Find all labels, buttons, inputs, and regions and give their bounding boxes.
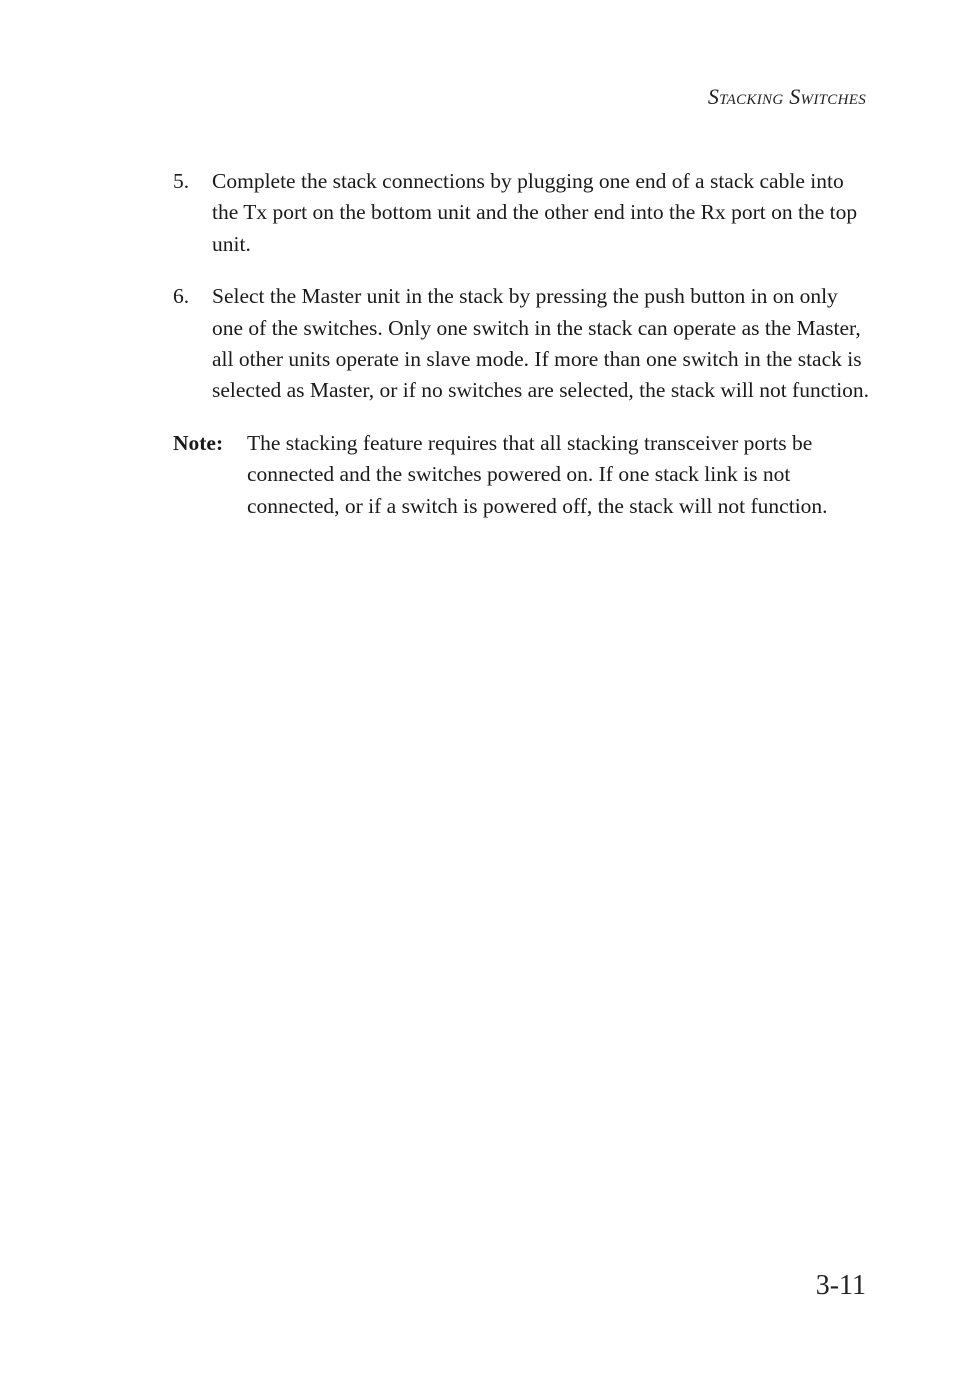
step-text: Complete the stack connections by plugging one end of a stack cable into the Tx port on the bottom unit and the other end into the Rx port on the top unit. xyxy=(212,169,858,256)
note-text: The stacking feature requires that all stacking transceiver ports be connected and the switches powered on. If one stack link is not connected, or if a switch is powered off, the stack will not function. xyxy=(247,430,828,518)
note-block xyxy=(173,428,873,522)
step-number: 5. xyxy=(173,169,190,193)
list-item xyxy=(173,281,873,407)
page-content xyxy=(173,166,873,522)
note-label: Note: xyxy=(173,430,224,455)
list-item xyxy=(173,166,873,260)
running-header: Stacking Switches xyxy=(707,84,866,109)
step-text: Select the Master unit in the stack by pressing the push button in on only one of the switches. Only one switch in the stack can operate as the Master, all other units operate in slave mode. If more than one switch in the stack is selected as Master, or if no switches are selected, the stack will not function. xyxy=(212,284,870,403)
step-number: 6. xyxy=(173,284,190,309)
page-number: 3-11 xyxy=(815,1270,866,1301)
